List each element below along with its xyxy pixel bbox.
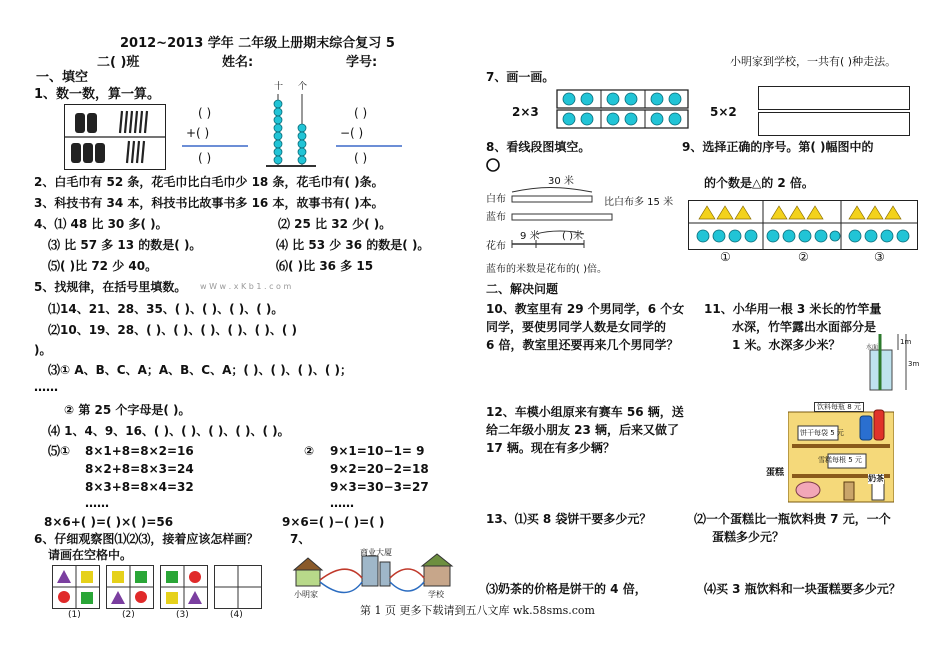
question-13-3: ⑶奶茶的价格是饼干的 4 倍， xyxy=(486,582,647,596)
pattern-a-fill: 8×6+( )=( )×( )=56 xyxy=(44,515,174,529)
question-9-cont: 的个数是△的 2 倍。 xyxy=(704,176,814,190)
number-line: 学号: xyxy=(346,55,378,70)
question-4-4: ⑷ 比 53 少 36 的数是( )。 xyxy=(276,238,430,252)
sum-line xyxy=(182,144,248,148)
section-heading-fill: 一、填空 xyxy=(36,70,89,85)
shop-shelf-picture xyxy=(766,402,894,506)
question-7-left: 7、 xyxy=(290,532,311,546)
map-label-home: 小明家 xyxy=(294,590,318,599)
pattern-box-3 xyxy=(160,565,208,609)
segment-flower-label: 花布 xyxy=(486,241,506,252)
choice-grid xyxy=(688,200,918,250)
pattern-a-line-2: 8×2+8=8×3=24 xyxy=(85,462,194,476)
question-12-line-1: 12、车模小组原来有赛车 56 辆，送 xyxy=(486,405,684,419)
question-1: 1、数一数，算一算。 xyxy=(34,87,161,102)
circle-symbol xyxy=(486,158,500,172)
pattern-a-line-3: 8×3+8=8×4=32 xyxy=(85,480,194,494)
question-5-3a: ⑶① A、B、C、A；A、B、C、A；( )、( )、( )、( )； xyxy=(48,363,352,377)
pole-label-1m: 1m xyxy=(900,338,912,346)
pattern-b-line-1: 9×1=10−1= 9 xyxy=(330,444,425,458)
question-5-5b-label: ② xyxy=(304,444,315,458)
draw-area-5x2-bottom[interactable] xyxy=(758,112,910,136)
blank-addend-2: +( ) xyxy=(186,126,210,140)
question-11-line-1: 11、小华用一根 3 米长的竹竿量 xyxy=(704,302,882,316)
pattern-b-line-4: …… xyxy=(330,496,354,510)
question-12-line-2: 给二年级小朋友 23 辆，后来又做了 xyxy=(486,423,680,437)
segment-answer: 蓝布的米数是花布的( )倍。 xyxy=(486,264,607,275)
class-line: 二( )班 xyxy=(97,55,140,70)
question-2: 2、白毛巾有 52 条，花毛巾比白毛巾少 18 条，花毛巾有( )条。 xyxy=(34,175,384,189)
blank-sum: ( ) xyxy=(198,151,212,165)
segment-blue-label: 蓝布 xyxy=(486,212,506,223)
segment-30m: 30 米 xyxy=(548,176,574,187)
segment-white-label: 白布 xyxy=(486,194,506,205)
top-right-note: 小明家到学校，一共有( )种走法。 xyxy=(730,55,897,68)
pattern-label-1: (1) xyxy=(68,610,81,620)
label-cake: 蛋糕 xyxy=(766,468,785,478)
question-4-3: ⑶ 比 57 多 13 的数是( )。 xyxy=(48,238,202,252)
q7-expression-a: 2×3 xyxy=(512,105,539,119)
question-5: 5、找规律，在括号里填数。 xyxy=(34,280,187,294)
pattern-box-2 xyxy=(106,565,154,609)
question-4-1: 4、⑴ 48 比 30 多( )。 xyxy=(34,217,168,231)
counting-sticks-picture xyxy=(64,104,166,170)
pole-label-3m: 3m xyxy=(908,360,920,368)
price-tag-icecream: 雪糕每根 5 元 xyxy=(818,456,862,464)
pattern-b-line-2: 9×2=20−2=18 xyxy=(330,462,429,476)
question-12-line-3: 17 辆。现在有多少辆？ xyxy=(486,441,615,455)
price-tag-drink: 饮料每瓶 8 元 xyxy=(814,402,864,412)
blank-addend-1: ( ) xyxy=(198,106,212,120)
name-line: 姓名: xyxy=(222,55,254,70)
question-5-2: ⑵10、19、28、( )、( )、( )、( )、( )、( ) xyxy=(48,323,297,337)
question-8: 8、看线段图填空。 xyxy=(486,140,591,154)
segment-unknown: ( )米 xyxy=(562,231,583,242)
pattern-label-4: (4) xyxy=(230,610,243,620)
section-heading-problems: 二、解决问题 xyxy=(486,282,559,296)
segment-more-label: 比白布多 15 米 xyxy=(604,197,674,208)
pole-label-water: 水面 xyxy=(866,344,879,351)
question-7: 7、画一画。 xyxy=(486,70,555,84)
pattern-label-3: (3) xyxy=(176,610,189,620)
pattern-label-2: (2) xyxy=(122,610,135,620)
question-5-2-end: )。 xyxy=(34,343,52,357)
question-5-5-label: ⑸① xyxy=(48,444,71,458)
segment-9m: 9 米 xyxy=(520,231,540,242)
watermark: w W w . x K b 1 . c o m xyxy=(200,282,292,291)
page-title: 2012~2013 学年 二年级上册期末综合复习 5 xyxy=(120,36,395,51)
question-5-1: ⑴14、21、28、35、( )、( )、( )、( )。 xyxy=(48,302,284,316)
label-milk-tea: 奶茶 xyxy=(868,474,884,483)
bead-groups-2x3 xyxy=(555,88,690,130)
segment-diagram xyxy=(500,186,620,256)
choice-label-2: ② xyxy=(798,250,809,264)
pattern-a-line-1: 8×1+8=8×2=16 xyxy=(85,444,194,458)
blank-subtrahend: −( ) xyxy=(340,126,364,140)
question-13-2-line-1: ⑵一个蛋糕比一瓶饮料贵 7 元，一个 xyxy=(694,512,891,526)
question-13-1: 13、⑴买 8 袋饼干要多少元？ xyxy=(486,512,652,526)
pattern-b-fill: 9×6=( )−( )=( ) xyxy=(282,515,385,529)
question-6: 6、仔细观察图⑴⑵⑶，接着应该怎样画？ xyxy=(34,532,259,546)
question-5-3b: ② 第 25 个字母是( )。 xyxy=(64,403,191,417)
draw-area-5x2-top[interactable] xyxy=(758,86,910,110)
choice-label-3: ③ xyxy=(874,250,885,264)
map-label-school: 学校 xyxy=(428,590,444,599)
blank-difference: ( ) xyxy=(354,151,368,165)
question-4-2: ⑵ 25 比 32 少( )。 xyxy=(278,217,392,231)
question-13-4: ⑷买 3 瓶饮料和一块蛋糕要多少元？ xyxy=(704,582,901,596)
price-tag-biscuit: 饼干每袋 5 元 xyxy=(800,429,844,437)
question-3: 3、科技书有 34 本，科技书比故事书多 16 本，故事书有( )本。 xyxy=(34,196,384,210)
pattern-box-4-empty[interactable] xyxy=(214,565,262,609)
pattern-box-1 xyxy=(52,565,100,609)
blank-minuend: ( ) xyxy=(354,106,368,120)
question-9: 9、选择正确的序号。第( )幅图中的 xyxy=(682,140,874,154)
question-5-3a-end: …… xyxy=(34,380,58,394)
pattern-b-line-3: 9×3=30−3=27 xyxy=(330,480,429,494)
question-6-sub: 请画在空格中。 xyxy=(48,548,133,562)
question-11-line-2: 水深，竹竿露出水面部分是 xyxy=(732,320,877,334)
question-4-5: ⑸( )比 72 少 40。 xyxy=(48,259,158,273)
pole-in-water xyxy=(862,330,918,394)
route-map xyxy=(290,548,460,604)
question-13-2-line-2: 蛋糕多少元？ xyxy=(712,530,785,544)
question-5-4: ⑷ 1、4、9、16、( )、( )、( )、( )、( )。 xyxy=(48,424,290,438)
abacus: 十 个 xyxy=(262,82,322,174)
q7-expression-b: 5×2 xyxy=(710,105,737,119)
question-10-line-1: 10、教室里有 29 个男同学，6 个女 xyxy=(486,302,685,316)
map-label-mall: 商业大厦 xyxy=(360,548,392,557)
choice-label-1: ① xyxy=(720,250,731,264)
pattern-a-line-4: …… xyxy=(85,496,109,510)
question-4-6: ⑹( )比 36 多 15 xyxy=(276,259,374,273)
question-11-line-3: 1 米。水深多少米？ xyxy=(732,338,841,352)
page-footer: 第 1 页 更多下载请到五八文库 wk.58sms.com xyxy=(360,604,595,617)
question-10-line-2: 同学，要使男同学人数是女同学的 xyxy=(486,320,667,334)
difference-line xyxy=(336,144,402,148)
question-10-line-3: 6 倍，教室里还要再来几个男同学？ xyxy=(486,338,679,352)
